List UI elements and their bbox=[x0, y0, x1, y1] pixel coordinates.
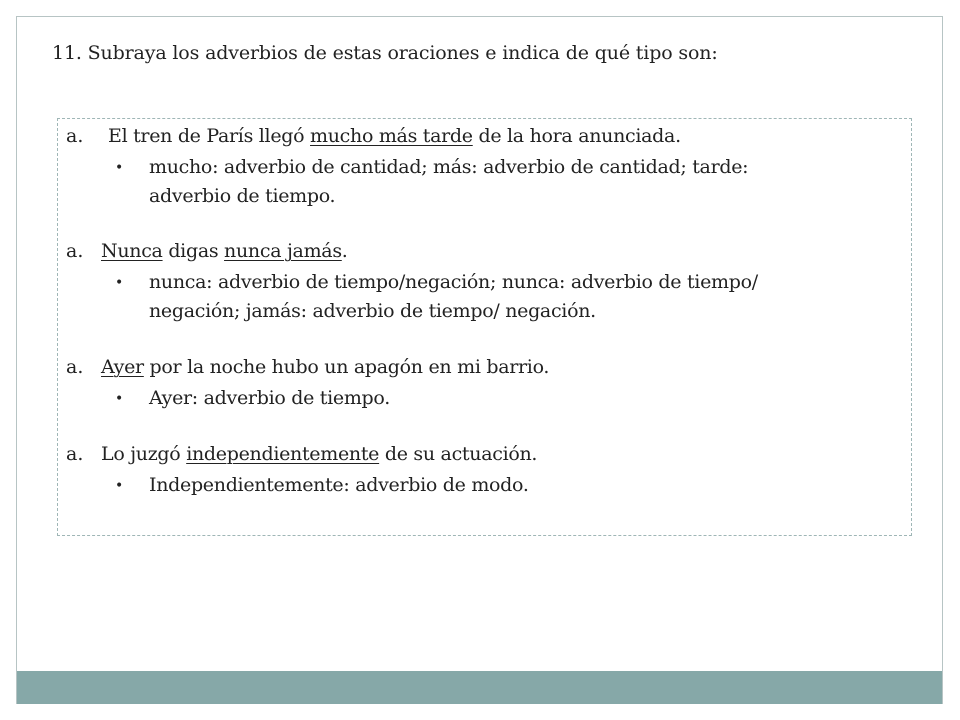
underlined-adverb: nunca jamás bbox=[224, 240, 342, 262]
answer-line: Independientemente: adverbio de modo. bbox=[149, 474, 529, 496]
sentence-line bbox=[101, 356, 549, 378]
underlined-adverb: Nunca bbox=[101, 240, 163, 262]
underlined-adverb: Ayer bbox=[101, 356, 144, 378]
bullet-dot: • bbox=[115, 160, 124, 176]
sentence-line bbox=[101, 443, 537, 465]
answer-line: Ayer: adverbio de tiempo. bbox=[149, 387, 390, 409]
footer-band bbox=[17, 671, 942, 704]
sentence-line bbox=[108, 125, 681, 147]
answer-line: nunca: adverbio de tiempo/negación; nunca: adverbio de tiempo/ bbox=[149, 271, 758, 293]
answer-line: negación; jamás: adverbio de tiempo/ negación. bbox=[149, 300, 596, 322]
exercise-title: 11. Subraya los adverbios de estas oraciones e indica de qué tipo son: bbox=[52, 42, 718, 64]
sentence-text: Lo juzgó bbox=[101, 443, 187, 465]
item-marker: a. bbox=[66, 443, 84, 465]
answer-line: mucho: adverbio de cantidad; más: adverbio de cantidad; tarde: bbox=[149, 156, 749, 178]
sentence-line bbox=[101, 240, 348, 262]
item-marker: a. bbox=[66, 356, 84, 378]
bullet-dot: • bbox=[115, 275, 124, 291]
sentence-text: de la hora anunciada. bbox=[472, 125, 681, 147]
sentence-text: . bbox=[341, 240, 348, 262]
sentence-text: digas bbox=[162, 240, 225, 262]
sentence-text: por la noche hubo un apagón en mi barrio. bbox=[143, 356, 550, 378]
answer-line: adverbio de tiempo. bbox=[149, 185, 336, 207]
bullet-dot: • bbox=[115, 391, 124, 407]
item-marker: a. bbox=[66, 125, 84, 147]
underlined-adverb: mucho más tarde bbox=[310, 125, 473, 147]
sentence-text: El tren de París llegó bbox=[108, 125, 311, 147]
item-marker: a. bbox=[66, 240, 84, 262]
sentence-text: de su actuación. bbox=[379, 443, 538, 465]
underlined-adverb: independientemente bbox=[186, 443, 380, 465]
bullet-dot: • bbox=[115, 478, 124, 494]
